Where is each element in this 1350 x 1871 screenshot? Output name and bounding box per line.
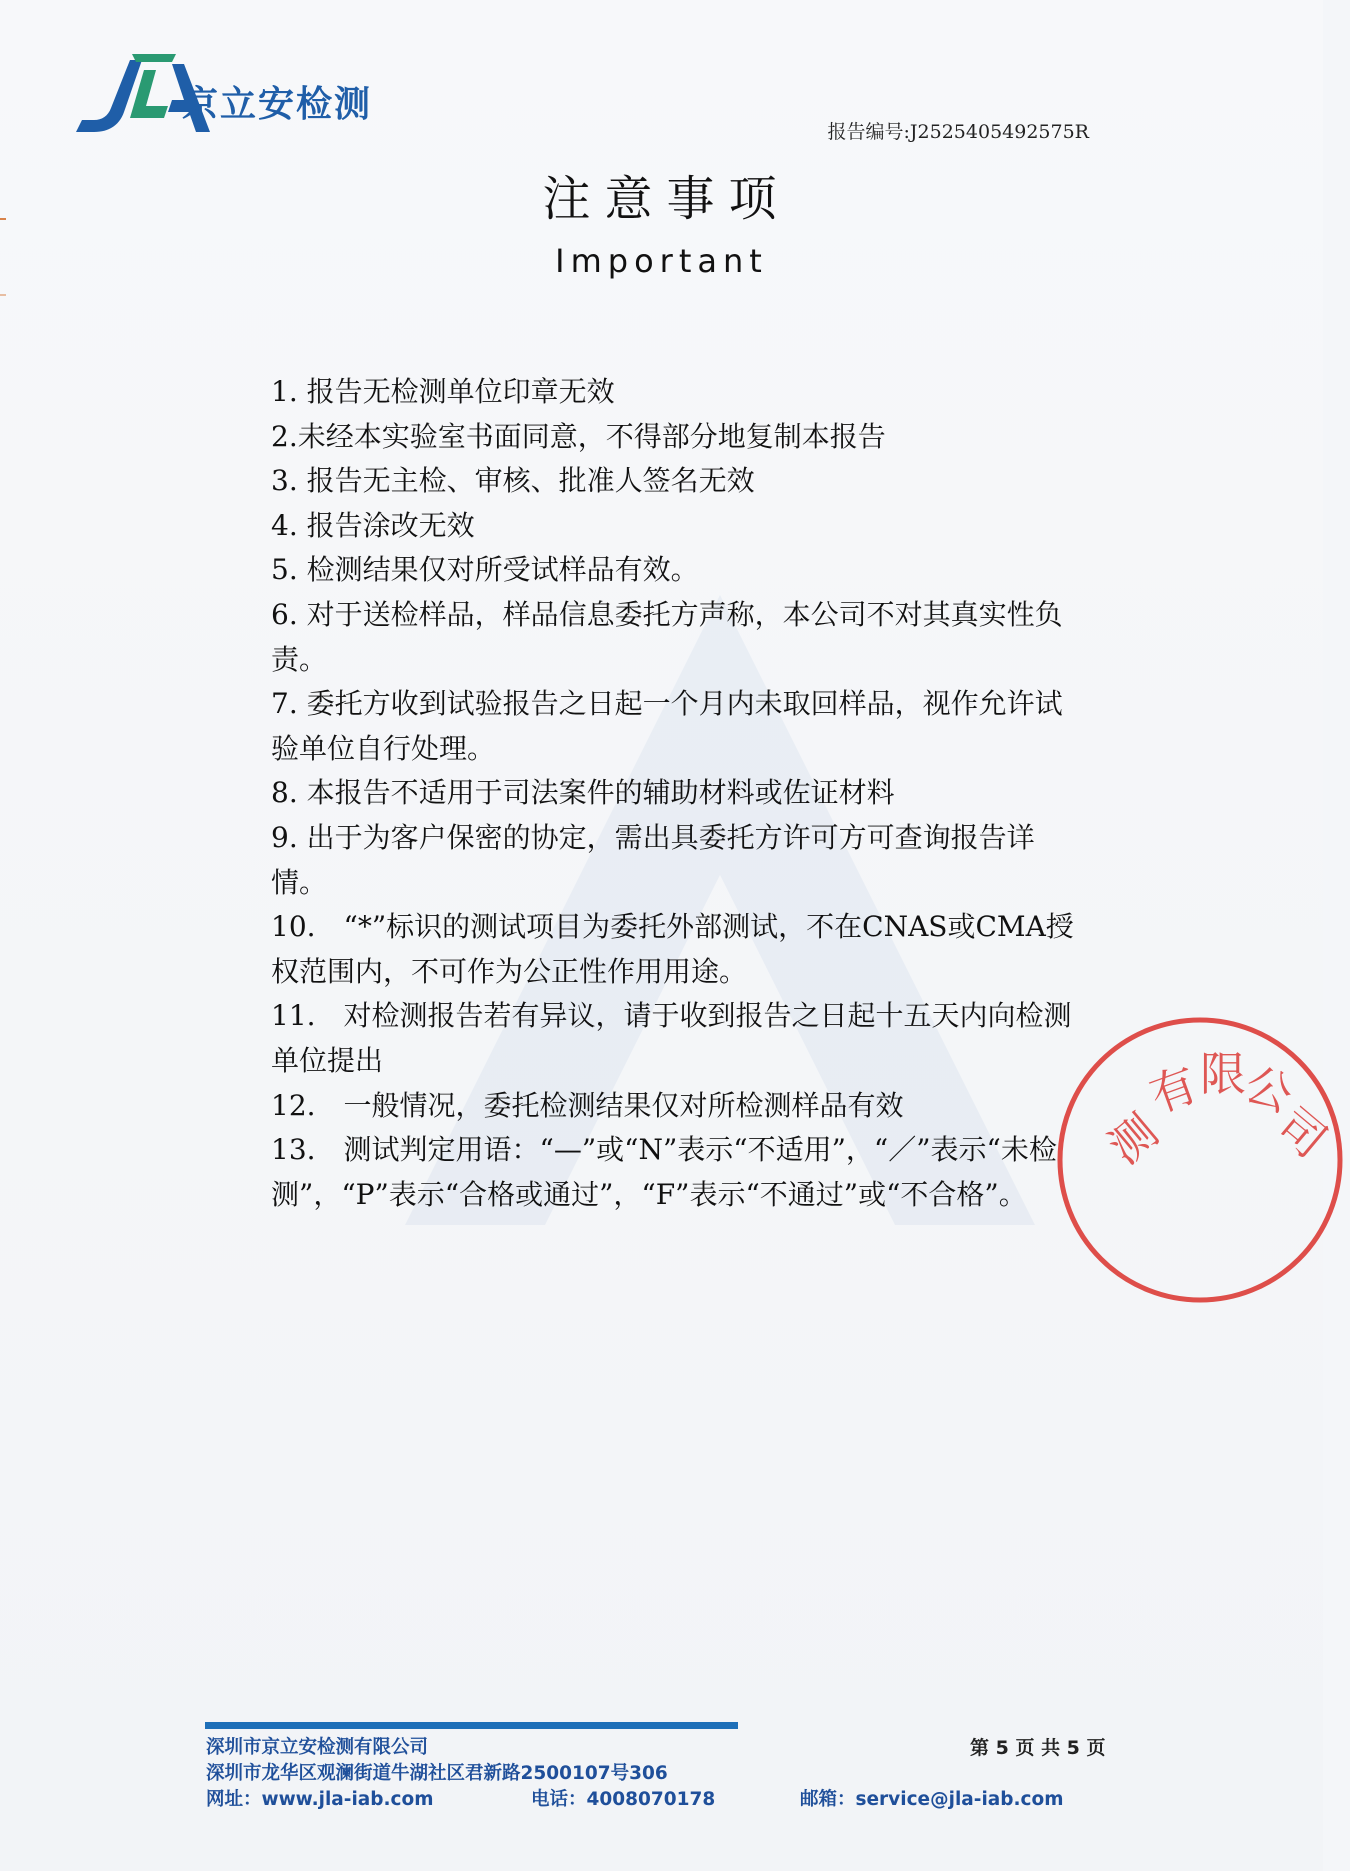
svg-text:司: 司 [1267,1097,1337,1169]
company-seal-icon [1050,1010,1350,1310]
report-number: 报告编号:J2525405492575R [827,121,1089,143]
notice-item: 1. 报告无检测单位印章无效 [271,375,615,408]
svg-text:测: 测 [1098,1103,1169,1175]
svg-text:有: 有 [1142,1056,1205,1124]
footer-website: 网址：www.jla-iab.com [206,1789,434,1810]
notice-list [271,370,1089,1217]
notice-item: 10. “*”标识的测试项目为委托外部测试，不在CNAS或CMA授权范围内，不可作为公正性作用用途。 [271,910,1074,988]
edge-mark [0,294,6,296]
logo-text: 京立安检测 [182,84,373,125]
notice-item: 12. 一般情况，委托检测结果仅对所检测样品有效 [271,1088,904,1122]
notice-item: 3. 报告无主检、审核、批准人签名无效 [271,464,755,498]
svg-text:公: 公 [1238,1056,1300,1123]
notice-item: 4. 报告涂改无效 [271,508,475,542]
notice-item: 2.未经本实验室书面同意，不得部分地复制本报告 [271,419,886,453]
page-subtitle: Important [555,242,768,280]
svg-text:限: 限 [1200,1047,1246,1101]
page-title: 注意事项 [542,171,791,227]
notice-item: 5. 检测结果仅对所受试样品有效。 [271,553,699,587]
notice-item: 7. 委托方收到试验报告之日起一个月内未取回样品，视作允许试验单位自行处理。 [271,687,1063,765]
footer-phone: 电话：4008070178 [531,1789,716,1810]
notice-item: 6. 对于送检样品，样品信息委托方声称，本公司不对其真实性负责。 [271,597,1063,676]
footer-address: 深圳市龙华区观澜街道牛湖社区君新路2500107号306 [206,1763,668,1784]
notice-item: 8. 本报告不适用于司法案件的辅助材料或佐证材料 [271,776,895,810]
page-number: 第 5 页 共 5 页 [970,1737,1106,1759]
footer-company: 深圳市京立安检测有限公司 [206,1737,429,1758]
notice-item: 9. 出于为客户保密的协定，需出具委托方许可方可查询报告详情。 [271,820,1035,899]
notice-item: 13. 测试判定用语：“—”或“N”表示“不适用”，“／”表示“未检测”，“P”表示“合格或通过”，“F”表示“不通过”或“不合格”。 [271,1133,1057,1211]
footer-email: 邮箱：service@jla-iab.com [800,1789,1064,1810]
notice-item: 11. 对检测报告若有异议，请于收到报告之日起十五天内向检测单位提出 [271,999,1072,1077]
footer-divider [205,1722,738,1729]
